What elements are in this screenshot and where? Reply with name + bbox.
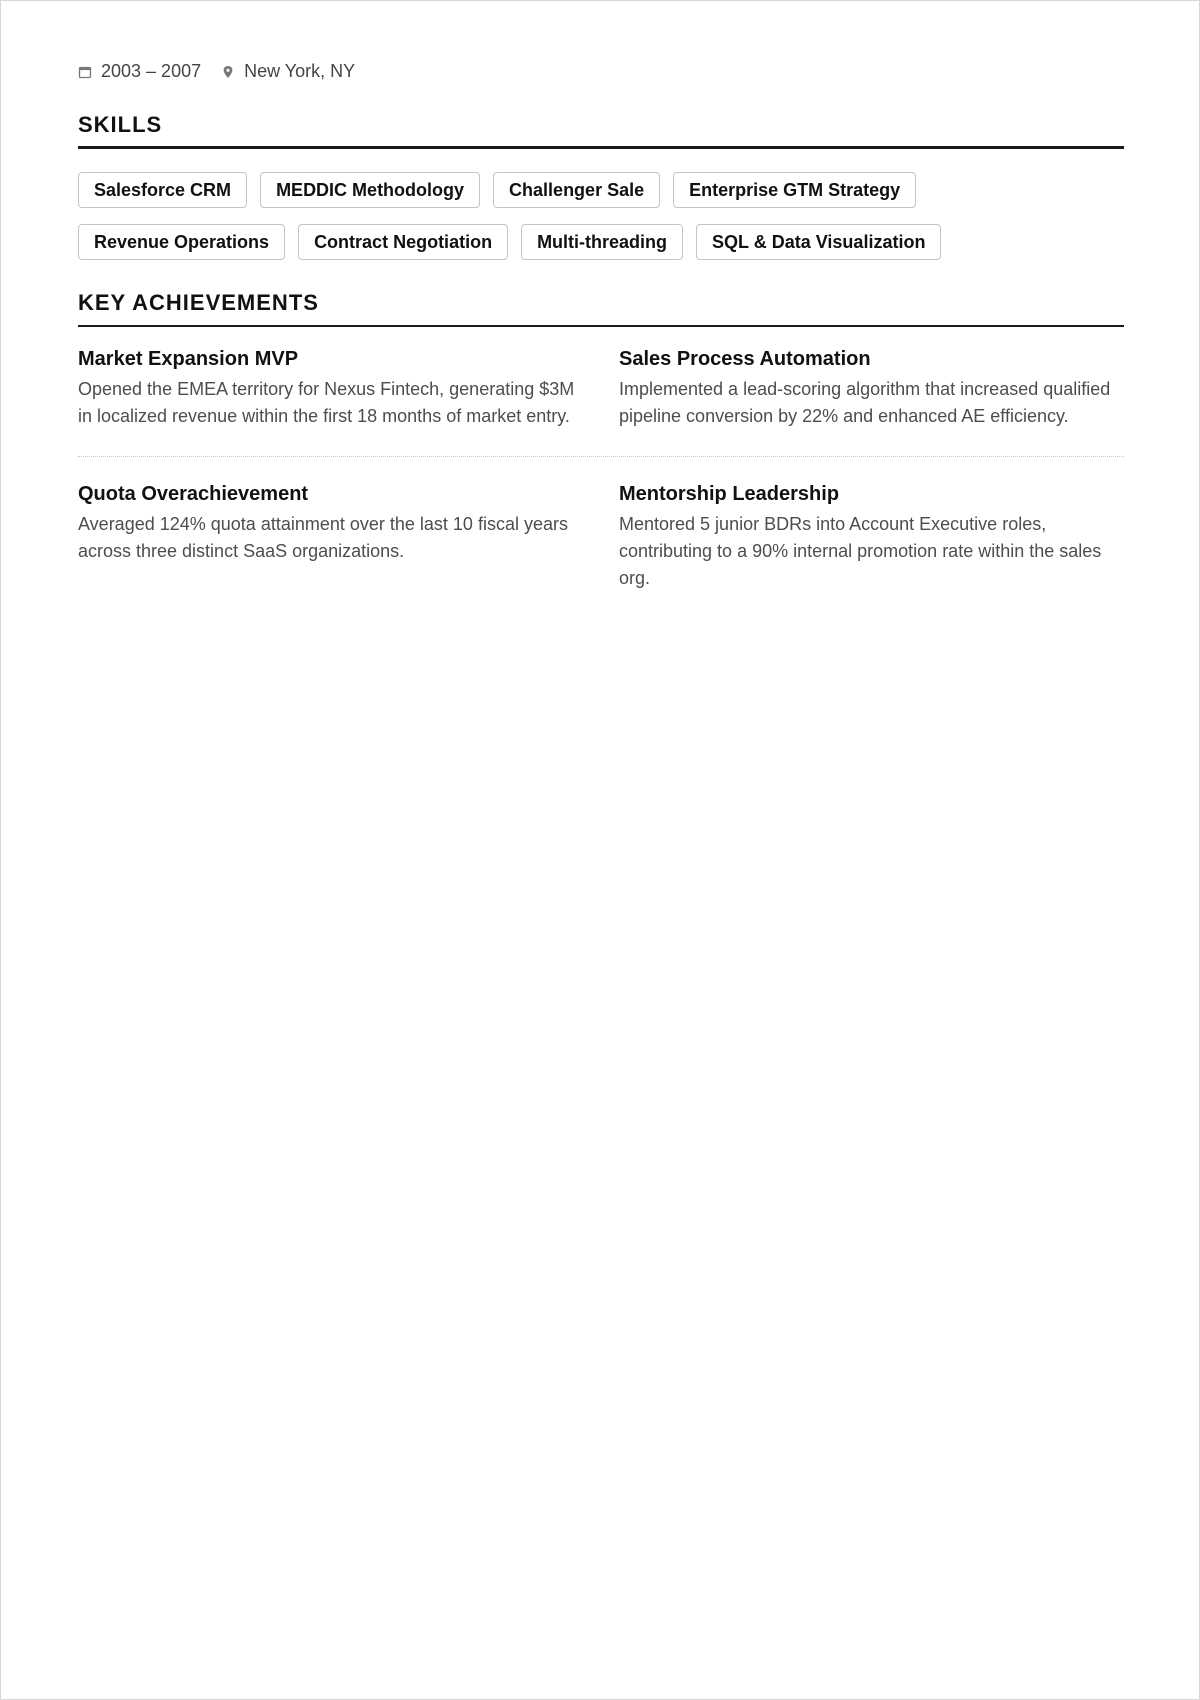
job-dates-text: 2003 – 2007 — [101, 61, 202, 81]
skill-pill: Multi-threading — [521, 224, 683, 260]
skill-pill: Revenue Operations — [78, 224, 285, 260]
achievement-item — [619, 481, 1124, 592]
achievement-title: Sales Process Automation — [619, 348, 871, 370]
achievement-description: Averaged 124% quota attainment over the last 10 fiscal years across three distinct SaaS organizations. — [78, 514, 568, 561]
achievement-item — [78, 346, 583, 456]
skill-pill: Salesforce CRM — [78, 172, 247, 208]
map-pin-icon — [221, 65, 235, 79]
job-location — [221, 61, 355, 82]
skills-heading: SKILLS — [78, 112, 1124, 149]
job-meta — [78, 61, 355, 82]
job-location-text: New York, NY — [244, 61, 356, 81]
achievements-row — [78, 457, 1124, 592]
achievement-title: Mentorship Leadership — [619, 483, 840, 505]
achievements-row — [78, 346, 1124, 457]
job-dates — [78, 61, 201, 82]
skill-pill: Enterprise GTM Strategy — [673, 172, 916, 208]
skill-pill: Challenger Sale — [493, 172, 660, 208]
achievement-description: Mentored 5 junior BDRs into Account Executive roles, contributing to a 90% internal promotion rate within the sales org. — [619, 514, 1102, 588]
achievement-description: Opened the EMEA territory for Nexus Fintech, generating $3M in localized revenue within the first 18 months of market entry. — [78, 379, 575, 426]
achievements-grid — [78, 346, 1124, 592]
skill-pill: MEDDIC Methodology — [260, 172, 480, 208]
skills-list — [78, 172, 1124, 260]
achievements-heading: KEY ACHIEVEMENTS — [78, 290, 1124, 327]
skill-pill: Contract Negotiation — [298, 224, 508, 260]
achievement-item — [78, 481, 583, 592]
skill-pill: SQL & Data Visualization — [696, 224, 941, 260]
achievement-item — [619, 346, 1124, 456]
achievement-title: Quota Overachievement — [78, 483, 309, 505]
achievement-title: Market Expansion MVP — [78, 348, 299, 370]
calendar-icon — [78, 65, 92, 79]
achievement-description: Implemented a lead-scoring algorithm that increased qualified pipeline conversion by 22% and enhanced AE efficiency. — [619, 379, 1111, 426]
